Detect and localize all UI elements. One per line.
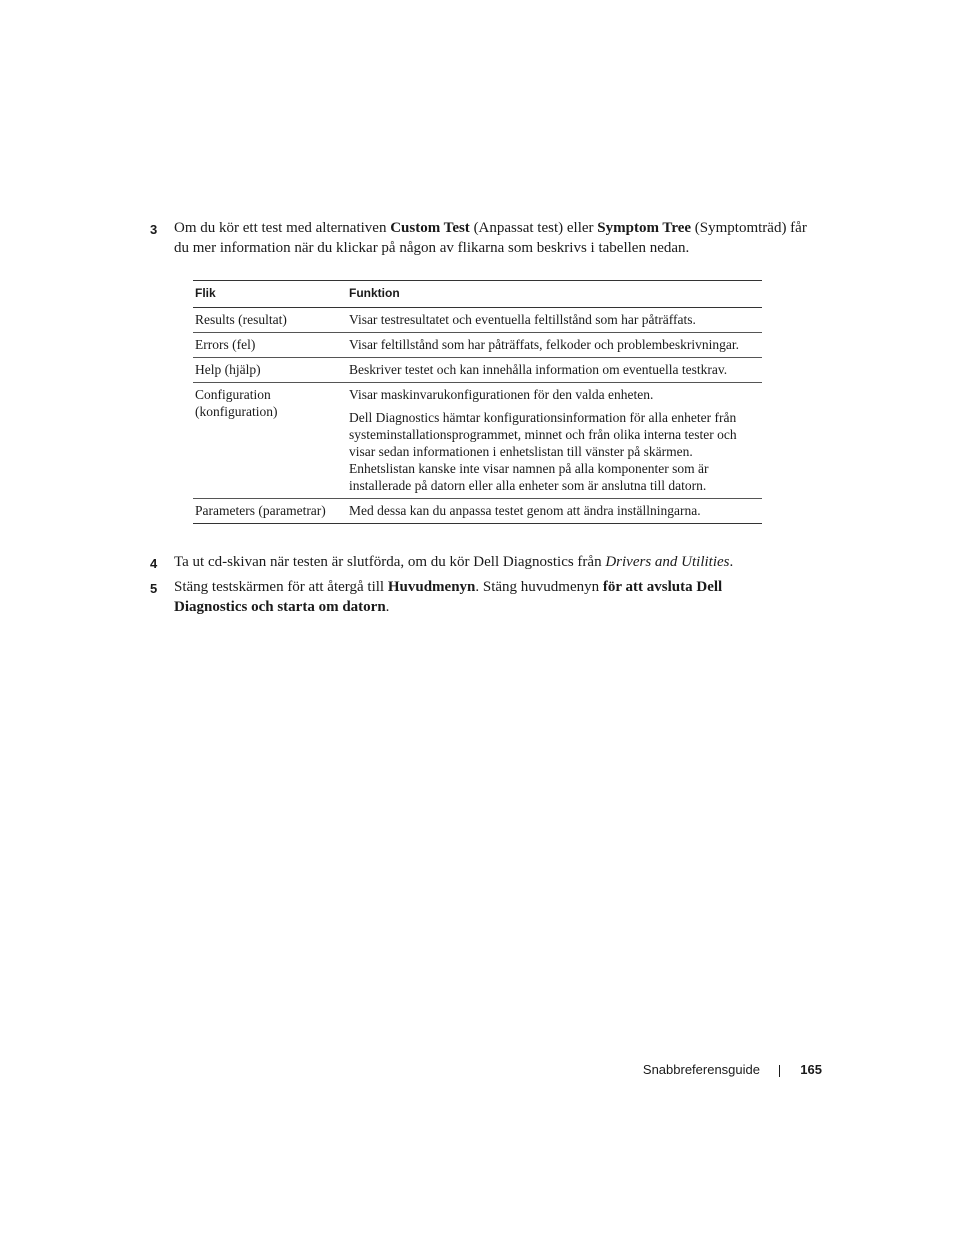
header-flik: Flik	[193, 281, 345, 308]
step-text-segment: Drivers and Utilities	[605, 554, 730, 570]
cell-funktion: Med dessa kan du anpassa testet genom att ändra inställningarna.	[345, 499, 762, 524]
step-text-segment: Symptom Tree	[597, 220, 692, 236]
table-row	[193, 499, 762, 524]
step-text	[174, 219, 822, 258]
page-number: 165	[800, 1062, 822, 1077]
step-number: 4	[150, 556, 158, 571]
footer-divider	[779, 1065, 780, 1077]
cell-paragraph: Dell Diagnostics hämtar konfigurationsinformation för alla enheter från systeminstallationsprogrammet, minnet och från olika interna tester och visar sedan informationen i enhetslistan till vänster på skärmen. Enhetslistan kanske inte visar namnen på alla komponenter som är installerade på datorn eller alla enheter som är anslutna till datorn.	[349, 410, 737, 493]
step-text-segment: Huvudmenyn	[387, 579, 476, 595]
cell-flik: Parameters (parametrar)	[193, 499, 345, 524]
cell-funktion: Beskriver testet och kan innehålla information om eventuella testkrav.	[345, 358, 762, 383]
step-text-segment: . Stäng huvudmenyn	[475, 579, 603, 595]
cell-funktion	[345, 383, 762, 499]
cell-flik: Help (hjälp)	[193, 358, 345, 383]
step-text-segment: .	[729, 554, 734, 570]
table-row	[193, 383, 762, 499]
cell-flik: Configuration (konfiguration)	[193, 383, 345, 499]
step-text-segment: (Symptomträd) får du mer information när du klickar på någon av flikarna som beskrivs i tabellen nedan.	[174, 220, 807, 256]
tabs-table	[193, 280, 762, 524]
step-text-segment: Ta ut cd-skivan när testen är slutförda, om du kör Dell Diagnostics från	[174, 554, 606, 570]
step-text	[174, 553, 822, 573]
page-footer	[560, 1062, 822, 1080]
cell-flik: Results (resultat)	[193, 308, 345, 333]
cell-funktion: Visar feltillstånd som har påträffats, felkoder och problembeskrivningar.	[345, 333, 762, 358]
table-header-row	[193, 281, 762, 308]
step-number: 3	[150, 222, 158, 237]
step-text-segment: (Anpassat test) eller	[469, 220, 598, 236]
step-text-segment: för att avsluta Dell Diagnostics och starta om datorn	[174, 579, 723, 615]
cell-funktion: Visar testresultatet och eventuella feltillstånd som har påträffats.	[345, 308, 762, 333]
step-text	[174, 578, 754, 617]
footer-title: Snabbreferensguide	[642, 1062, 760, 1077]
cell-flik: Errors (fel)	[193, 333, 345, 358]
step-number: 5	[150, 581, 158, 596]
cell-paragraph: Visar maskinvarukonfigurationen för den valda enheten.	[349, 387, 654, 402]
step-text-segment: Custom Test	[390, 220, 470, 236]
header-funktion: Funktion	[345, 281, 762, 308]
table-row	[193, 333, 762, 358]
table-row	[193, 358, 762, 383]
table-row	[193, 308, 762, 333]
step-text-segment: Om du kör ett test med alternativen	[174, 220, 391, 236]
step-text-segment: .	[385, 598, 390, 615]
step-text-segment: Stäng testskärmen för att återgå till	[174, 579, 388, 595]
